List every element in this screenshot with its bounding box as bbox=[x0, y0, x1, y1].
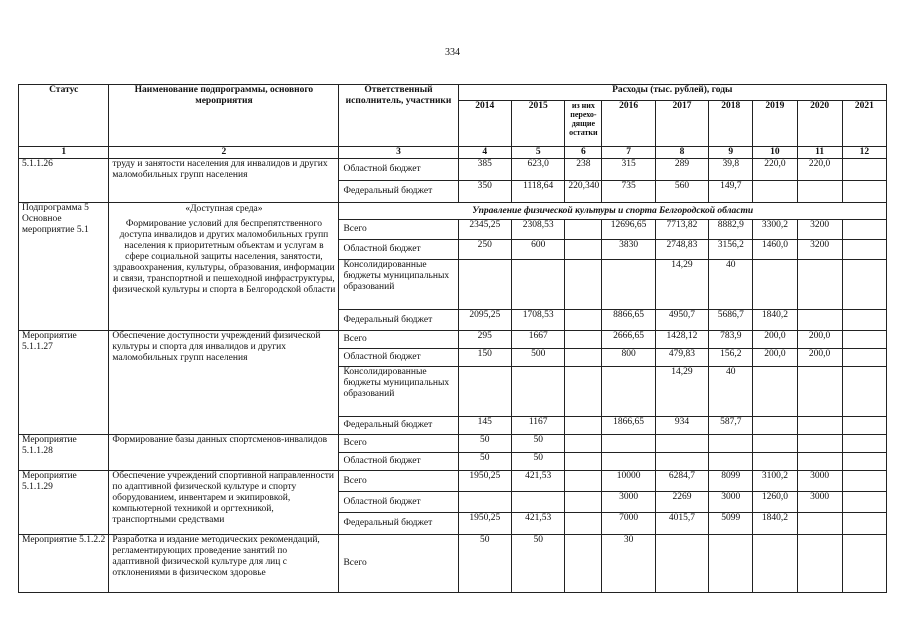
value-cell: 40 bbox=[709, 260, 753, 310]
column-number: 2 bbox=[109, 147, 339, 159]
funding-source: Федеральный бюджет bbox=[339, 310, 458, 331]
value-cell: 40 bbox=[709, 367, 753, 417]
table-row bbox=[19, 331, 887, 349]
value-cell: 220,340 bbox=[565, 181, 602, 203]
value-cell: 3000 bbox=[709, 492, 753, 513]
value-cell bbox=[797, 310, 842, 331]
value-cell: 3830 bbox=[602, 240, 655, 260]
value-cell: 8882,9 bbox=[709, 220, 753, 240]
value-cell: 220,0 bbox=[797, 159, 842, 181]
value-cell bbox=[565, 367, 602, 417]
row-status: 5.1.1.26 bbox=[19, 159, 109, 203]
table-row bbox=[19, 203, 887, 220]
page-number: 334 bbox=[445, 47, 460, 58]
value-cell bbox=[753, 181, 797, 203]
table-row bbox=[19, 159, 887, 181]
column-number: 10 bbox=[753, 147, 797, 159]
funding-source: Всего bbox=[339, 471, 458, 492]
value-cell bbox=[753, 535, 797, 593]
value-cell: 6284,7 bbox=[655, 471, 708, 492]
value-cell: 50 bbox=[512, 435, 565, 453]
value-cell: 2308,53 bbox=[512, 220, 565, 240]
value-cell: 934 bbox=[655, 417, 708, 435]
value-cell: 1167 bbox=[512, 417, 565, 435]
column-number-row bbox=[19, 147, 887, 159]
value-cell bbox=[842, 310, 886, 331]
value-cell bbox=[842, 349, 886, 367]
value-cell bbox=[842, 367, 886, 417]
column-number: 7 bbox=[602, 147, 655, 159]
value-cell bbox=[458, 260, 511, 310]
value-cell bbox=[565, 471, 602, 492]
value-cell: 1866,65 bbox=[602, 417, 655, 435]
value-cell bbox=[842, 181, 886, 203]
funding-source: Консолидированные бюджеты муниципальных образований bbox=[339, 260, 458, 310]
value-cell: 200,0 bbox=[753, 331, 797, 349]
responsible-department: Управление физической культуры и спорта Белгородской области bbox=[339, 203, 887, 220]
funding-source: Областной бюджет bbox=[339, 349, 458, 367]
funding-source: Федеральный бюджет bbox=[339, 513, 458, 535]
value-cell: 600 bbox=[512, 240, 565, 260]
value-cell: 1840,2 bbox=[753, 310, 797, 331]
value-cell: 3100,2 bbox=[753, 471, 797, 492]
value-cell: 479,83 bbox=[655, 349, 708, 367]
row-status: Мероприятие 5.1.1.27 bbox=[19, 331, 109, 435]
row-status: Мероприятие 5.1.2.2 bbox=[19, 535, 109, 593]
value-cell bbox=[797, 513, 842, 535]
row-name: Обеспечение доступности учреждений физической культуры и спорта для инвалидов и других маломобильных групп населения bbox=[109, 331, 339, 435]
value-cell: 12696,65 bbox=[602, 220, 655, 240]
header-row bbox=[19, 85, 887, 101]
value-cell bbox=[797, 453, 842, 471]
funding-source: Областной бюджет bbox=[339, 240, 458, 260]
header-responsible: Ответственный исполнитель, участники bbox=[339, 85, 458, 147]
header-year: 2020 bbox=[797, 101, 842, 147]
value-cell: 350 bbox=[458, 181, 511, 203]
value-cell: 3000 bbox=[797, 471, 842, 492]
column-number: 5 bbox=[512, 147, 565, 159]
value-cell bbox=[565, 417, 602, 435]
value-cell: 30 bbox=[602, 535, 655, 593]
value-cell: 156,2 bbox=[709, 349, 753, 367]
value-cell bbox=[602, 435, 655, 453]
column-number: 1 bbox=[19, 147, 109, 159]
value-cell bbox=[565, 240, 602, 260]
value-cell: 3200 bbox=[797, 220, 842, 240]
value-cell: 2095,25 bbox=[458, 310, 511, 331]
value-cell: 735 bbox=[602, 181, 655, 203]
column-number: 4 bbox=[458, 147, 511, 159]
value-cell bbox=[797, 260, 842, 310]
funding-source: Всего bbox=[339, 331, 458, 349]
value-cell bbox=[565, 435, 602, 453]
value-cell: 220,0 bbox=[753, 159, 797, 181]
value-cell: 385 bbox=[458, 159, 511, 181]
value-cell bbox=[753, 435, 797, 453]
value-cell: 421,53 bbox=[512, 471, 565, 492]
column-number: 11 bbox=[797, 147, 842, 159]
row-name: Формирование базы данных спортсменов-инвалидов bbox=[109, 435, 339, 471]
header-expenses: Расходы (тыс. рублей), годы bbox=[458, 85, 886, 101]
value-cell: 200,0 bbox=[753, 349, 797, 367]
value-cell bbox=[512, 260, 565, 310]
value-cell bbox=[842, 535, 886, 593]
value-cell: 149,7 bbox=[709, 181, 753, 203]
value-cell bbox=[565, 260, 602, 310]
row-status: Мероприятие 5.1.1.29 bbox=[19, 471, 109, 535]
row-name: Разработка и издание методических рекомендаций, регламентирующих проведение занятий по адаптивной физической культуре для лиц с отклонениями в физическом здоровье bbox=[109, 535, 339, 593]
value-cell bbox=[709, 453, 753, 471]
funding-source: Всего bbox=[339, 220, 458, 240]
column-number: 8 bbox=[655, 147, 708, 159]
value-cell: 14,29 bbox=[655, 260, 708, 310]
header-year: 2019 bbox=[753, 101, 797, 147]
value-cell: 315 bbox=[602, 159, 655, 181]
row-status: Подпрограмма 5 Основное мероприятие 5.1 bbox=[19, 203, 109, 331]
header-status: Статус bbox=[19, 85, 109, 147]
value-cell: 3200 bbox=[797, 240, 842, 260]
value-cell bbox=[753, 453, 797, 471]
value-cell bbox=[842, 159, 886, 181]
value-cell: 50 bbox=[458, 435, 511, 453]
value-cell: 250 bbox=[458, 240, 511, 260]
value-cell bbox=[753, 260, 797, 310]
value-cell: 10000 bbox=[602, 471, 655, 492]
value-cell bbox=[709, 435, 753, 453]
value-cell: 800 bbox=[602, 349, 655, 367]
value-cell: 623,0 bbox=[512, 159, 565, 181]
value-cell bbox=[655, 453, 708, 471]
value-cell: 2345,25 bbox=[458, 220, 511, 240]
table-row bbox=[19, 435, 887, 453]
value-cell: 3000 bbox=[602, 492, 655, 513]
header-year: 2018 bbox=[709, 101, 753, 147]
column-number: 3 bbox=[339, 147, 458, 159]
value-cell: 200,0 bbox=[797, 349, 842, 367]
value-cell: 4950,7 bbox=[655, 310, 708, 331]
header-year: 2021 bbox=[842, 101, 886, 147]
value-cell: 1950,25 bbox=[458, 471, 511, 492]
value-cell bbox=[842, 435, 886, 453]
table-row bbox=[19, 471, 887, 492]
header-year: 2014 bbox=[458, 101, 511, 147]
column-number: 12 bbox=[842, 147, 886, 159]
value-cell: 8099 bbox=[709, 471, 753, 492]
funding-source: Консолидированные бюджеты муниципальных образований bbox=[339, 367, 458, 417]
funding-source: Всего bbox=[339, 535, 458, 593]
value-cell bbox=[655, 435, 708, 453]
value-cell: 2269 bbox=[655, 492, 708, 513]
row-status: Мероприятие 5.1.1.28 bbox=[19, 435, 109, 471]
value-cell bbox=[602, 453, 655, 471]
value-cell: 1428,12 bbox=[655, 331, 708, 349]
value-cell: 4015,7 bbox=[655, 513, 708, 535]
value-cell bbox=[565, 513, 602, 535]
value-cell bbox=[797, 435, 842, 453]
value-cell: 1708,53 bbox=[512, 310, 565, 331]
value-cell bbox=[458, 367, 511, 417]
value-cell bbox=[842, 471, 886, 492]
value-cell bbox=[602, 260, 655, 310]
value-cell bbox=[842, 260, 886, 310]
value-cell bbox=[458, 492, 511, 513]
value-cell: 50 bbox=[458, 535, 511, 593]
header-name: Наименование подпрограммы, основного мероприятия bbox=[109, 85, 339, 147]
value-cell bbox=[753, 367, 797, 417]
row-name: Формирование условий для беспрепятственного доступа инвалидов и других маломобильных групп населения к приоритетным объектам и услугам в сфере социальной защиты населения, занятости, здравоохранения, культуры, образования, информации и связи, транспортной и пешеходной инфраструктуры, физической культуры и спорта в Белгородской области bbox=[112, 219, 336, 295]
value-cell: 5686,7 bbox=[709, 310, 753, 331]
value-cell bbox=[512, 492, 565, 513]
value-cell: 1460,0 bbox=[753, 240, 797, 260]
value-cell bbox=[842, 492, 886, 513]
value-cell bbox=[565, 453, 602, 471]
funding-source: Федеральный бюджет bbox=[339, 181, 458, 203]
value-cell bbox=[797, 181, 842, 203]
value-cell bbox=[842, 331, 886, 349]
value-cell: 1840,2 bbox=[753, 513, 797, 535]
value-cell: 500 bbox=[512, 349, 565, 367]
value-cell bbox=[797, 417, 842, 435]
column-number: 9 bbox=[709, 147, 753, 159]
value-cell: 5099 bbox=[709, 513, 753, 535]
value-cell bbox=[602, 367, 655, 417]
value-cell: 2748,83 bbox=[655, 240, 708, 260]
value-cell: 3300,2 bbox=[753, 220, 797, 240]
value-cell: 587,7 bbox=[709, 417, 753, 435]
value-cell: 783,9 bbox=[709, 331, 753, 349]
value-cell bbox=[655, 535, 708, 593]
value-cell bbox=[565, 310, 602, 331]
value-cell: 14,29 bbox=[655, 367, 708, 417]
budget-table bbox=[18, 84, 887, 593]
value-cell bbox=[565, 535, 602, 593]
value-cell bbox=[842, 417, 886, 435]
value-cell bbox=[797, 535, 842, 593]
value-cell: 150 bbox=[458, 349, 511, 367]
value-cell: 145 bbox=[458, 417, 511, 435]
value-cell: 560 bbox=[655, 181, 708, 203]
value-cell: 421,53 bbox=[512, 513, 565, 535]
funding-source: Областной бюджет bbox=[339, 453, 458, 471]
value-cell bbox=[842, 220, 886, 240]
value-cell bbox=[565, 220, 602, 240]
value-cell: 39,8 bbox=[709, 159, 753, 181]
value-cell: 7000 bbox=[602, 513, 655, 535]
value-cell bbox=[842, 240, 886, 260]
value-cell: 1950,25 bbox=[458, 513, 511, 535]
value-cell bbox=[565, 331, 602, 349]
value-cell: 1118,64 bbox=[512, 181, 565, 203]
funding-source: Федеральный бюджет bbox=[339, 417, 458, 435]
value-cell bbox=[709, 535, 753, 593]
funding-source: Областной бюджет bbox=[339, 159, 458, 181]
value-cell: 50 bbox=[512, 453, 565, 471]
header-year: 2015 bbox=[512, 101, 565, 147]
value-cell: 1260,0 bbox=[753, 492, 797, 513]
value-cell: 238 bbox=[565, 159, 602, 181]
value-cell: 7713,82 bbox=[655, 220, 708, 240]
value-cell: 3156,2 bbox=[709, 240, 753, 260]
value-cell: 200,0 bbox=[797, 331, 842, 349]
value-cell: 295 bbox=[458, 331, 511, 349]
value-cell: 289 bbox=[655, 159, 708, 181]
value-cell: 3000 bbox=[797, 492, 842, 513]
row-name-cell bbox=[109, 203, 339, 331]
value-cell bbox=[797, 367, 842, 417]
row-name: Обеспечение учреждений спортивной направленности по адаптивной физической культуре и спорту оборудованием, инвентарем и экипировкой, компьютерной техникой и оргтехникой, транспортными средствами bbox=[109, 471, 339, 535]
value-cell: 2666,65 bbox=[602, 331, 655, 349]
header-carryover: из них перехо-дящие остатки bbox=[565, 101, 602, 147]
value-cell: 50 bbox=[512, 535, 565, 593]
value-cell bbox=[753, 417, 797, 435]
value-cell bbox=[565, 349, 602, 367]
column-number: 6 bbox=[565, 147, 602, 159]
value-cell bbox=[842, 513, 886, 535]
value-cell: 8866,65 bbox=[602, 310, 655, 331]
subprogram-title: «Доступная среда» bbox=[185, 204, 263, 214]
value-cell bbox=[512, 367, 565, 417]
value-cell: 1667 bbox=[512, 331, 565, 349]
funding-source: Областной бюджет bbox=[339, 492, 458, 513]
row-name: труду и занятости населения для инвалидов и других маломобильных групп населения bbox=[109, 159, 339, 203]
funding-source: Всего bbox=[339, 435, 458, 453]
value-cell bbox=[565, 492, 602, 513]
value-cell bbox=[842, 453, 886, 471]
header-year: 2016 bbox=[602, 101, 655, 147]
value-cell: 50 bbox=[458, 453, 511, 471]
header-year: 2017 bbox=[655, 101, 708, 147]
table-row bbox=[19, 535, 887, 593]
